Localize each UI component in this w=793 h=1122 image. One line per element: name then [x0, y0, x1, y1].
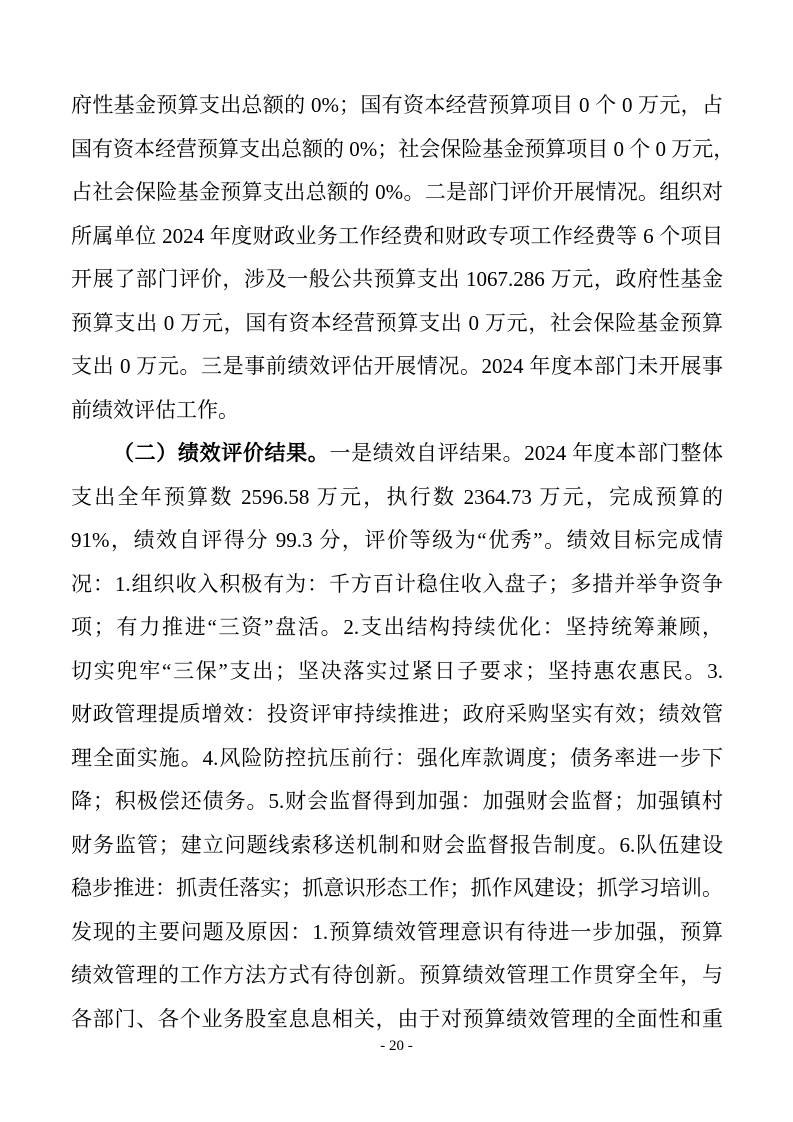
text-line — [71, 998, 723, 1042]
line-text: 国有资本经营预算支出总额的 0%；社会保险基金预算项目 0 个 0 万元， — [71, 136, 735, 161]
text-line — [71, 389, 723, 433]
text-line — [71, 302, 723, 346]
text-line — [71, 650, 723, 694]
line-text: 绩效管理的工作方法方式有待创新。预算绩效管理工作贯穿全年，与 — [71, 963, 723, 987]
line-text: 财政管理提质增效：投资评审持续推进；政府采购坚实有效；绩效管 — [71, 702, 723, 726]
page-number: - 20 - — [380, 1038, 413, 1054]
line-text: 府性基金预算支出总额的 0%；国有资本经营预算项目 0 个 0 万元，占 — [71, 93, 723, 117]
line-text: 降；积极偿还债务。5.财会监督得到加强：加强财会监督；加强镇村 — [71, 789, 723, 813]
line-text: 财务监管；建立问题线索移送机制和财会监督报告制度。6.队伍建设 — [71, 832, 723, 857]
line-text: 理全面实施。4.风险防控抗压前行：强化库款调度；债务率进一步下 — [71, 745, 723, 770]
text-line — [71, 737, 723, 781]
line-text: 所属单位 2024 年度财政业务工作经费和财政专项工作经费等 6 个项目 — [71, 223, 723, 248]
text-line — [71, 824, 723, 868]
text-line — [71, 215, 723, 259]
line-text: 稳步推进：抓责任落实；抓意识形态工作；抓作风建设；抓学习培训。 — [71, 876, 723, 900]
line-text: 发现的主要问题及原因：1.预算绩效管理意识有待进一步加强，预算 — [71, 919, 723, 944]
text-line — [71, 432, 723, 476]
line-text: 91%，绩效自评得分 99.3 分，评价等级为“优秀”。绩效目标完成情 — [71, 528, 723, 552]
text-line — [71, 606, 723, 650]
text-line — [71, 911, 723, 955]
document-body — [71, 84, 735, 1041]
text-line — [71, 693, 723, 737]
text-line — [71, 258, 723, 302]
line-text: 前绩效评估工作。 — [71, 397, 239, 422]
line-text: 开展了部门评价，涉及一般公共预算支出 1067.286 万元，政府性基金 — [71, 267, 723, 291]
text-line — [71, 171, 723, 215]
text-line — [71, 780, 723, 824]
line-text: 预算支出 0 万元，国有资本经营预算支出 0 万元，社会保险基金预算 — [71, 310, 723, 335]
line-text: 占社会保险基金预算支出总额的 0%。二是部门评价开展情况。组织对 — [71, 180, 723, 204]
text-line — [71, 954, 723, 998]
line-text: 切实兜牢“三保”支出；坚决落实过紧日子要求；坚持惠农惠民。3. — [71, 658, 723, 683]
line-text: 一是绩效自评结果。2024 年度本部门整体 — [329, 441, 724, 465]
line-text: 支出 0 万元。三是事前绩效评估开展情况。2024 年度本部门未开展事 — [71, 354, 723, 378]
line-text: 项；有力推进“三资”盘活。2.支出结构持续优化：坚持统筹兼顾， — [71, 615, 723, 639]
section-heading: （二）绩效评价结果。 — [113, 441, 330, 465]
line-text: 各部门、各个业务股室息息相关，由于对预算绩效管理的全面性和重 — [71, 1006, 723, 1031]
text-line — [71, 563, 723, 607]
text-line — [71, 476, 723, 520]
line-text: 支出全年预算数 2596.58 万元，执行数 2364.73 万元，完成预算的 — [71, 484, 723, 509]
line-text: 况：1.组织收入积极有为：千方百计稳住收入盘子；多措并举争资争 — [71, 571, 723, 596]
text-line — [71, 345, 723, 389]
text-line — [71, 128, 735, 172]
text-line — [71, 84, 723, 128]
text-line — [71, 867, 723, 911]
text-line — [71, 519, 723, 563]
